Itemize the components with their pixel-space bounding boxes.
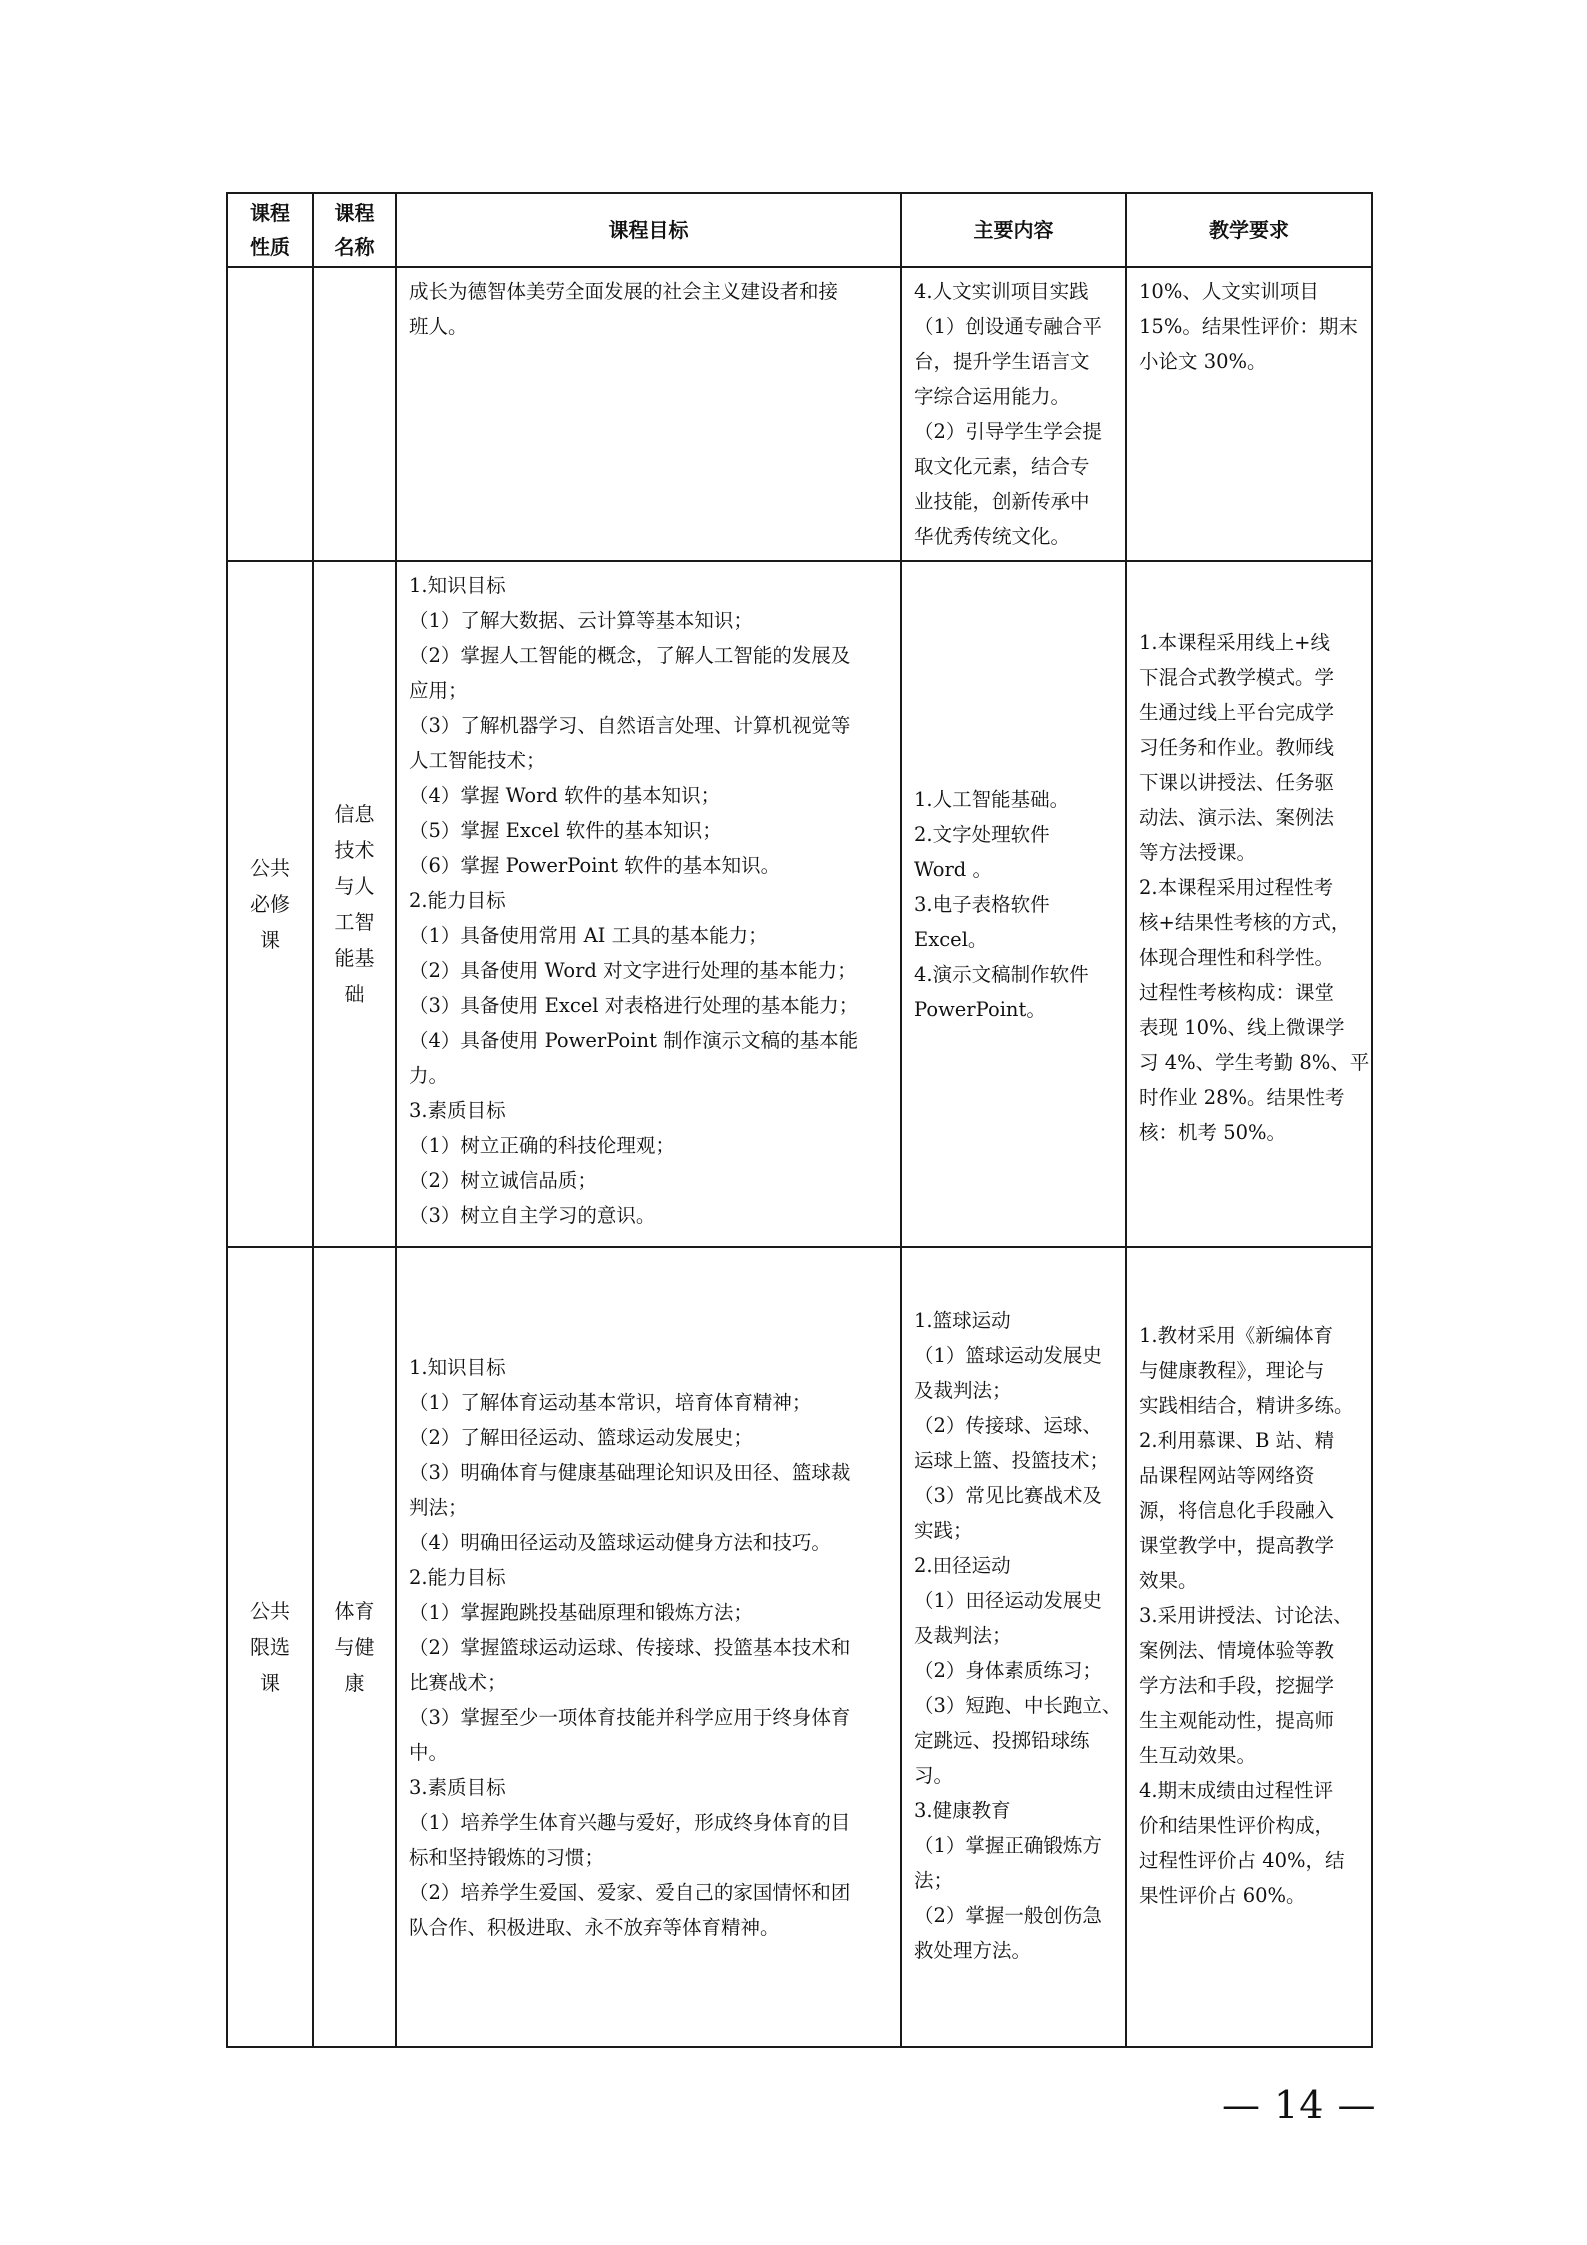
cell-text-line: 台，提升学生语言文 [914, 350, 1090, 373]
course-nature-cell [227, 267, 313, 561]
cell-text-line: 能基 [334, 946, 375, 970]
cell-text-line: 2.本课程采用过程性考 [1139, 875, 1334, 899]
cell-text-line: PowerPoint。 [914, 997, 1046, 1021]
cell-text-line: 生主观能动性，提高师 [1139, 1708, 1335, 1732]
cell-text-line: （2）了解田径运动、篮球运动发展史； [409, 1425, 753, 1449]
cell-text-line: 3.素质目标 [409, 1099, 506, 1122]
cell-text-line: （3）常见比赛战术及 [914, 1483, 1102, 1507]
cell-text-line: 判法； [409, 1495, 468, 1519]
header-course-name: 课程 名称 [313, 193, 396, 267]
cell-text-line: 4.人文实训项目实践 [914, 280, 1089, 303]
main-content-cell [901, 267, 1126, 561]
cell-text-line: （3）树立自主学习的意识。 [409, 1204, 656, 1227]
cell-text-line: （4）明确田径运动及篮球运动健身方法和技巧。 [409, 1530, 831, 1554]
cell-text-line: 动法、演示法、案例法 [1139, 805, 1335, 829]
cell-text-line: （3）掌握至少一项体育技能并科学应用于终身体育 [409, 1705, 851, 1729]
cell-text-line: 课 [260, 1671, 280, 1695]
cell-text-line: 2.能力目标 [409, 889, 506, 912]
cell-text-line: 字综合运用能力。 [914, 385, 1071, 408]
cell-text-line: 工智 [334, 910, 375, 934]
header-teaching-requirements: 教学要求 [1126, 193, 1372, 267]
cell-text-line: Excel。 [914, 927, 988, 951]
teaching-requirements-cell [1126, 1247, 1372, 2047]
cell-text-line: （1）创设通专融合平 [914, 315, 1102, 338]
cell-text-line: 核+结果性考核的方式， [1139, 910, 1351, 934]
cell-text-line: 必修 [250, 892, 290, 916]
cell-text-line: 习。 [914, 1763, 954, 1787]
cell-text-line: 价和结果性评价构成， [1139, 1813, 1335, 1837]
cell-text-line: 生互动效果。 [1139, 1743, 1257, 1767]
course-goals-cell [396, 1247, 901, 2047]
teaching-requirements-cell [1126, 267, 1372, 561]
cell-text-line: 础 [344, 982, 365, 1006]
cell-text-line: 队合作、积极进取、永不放弃等体育精神。 [409, 1915, 780, 1939]
cell-text-line: （2）身体素质练习； [914, 1658, 1102, 1682]
cell-text-line: （1）培养学生体育兴趣与爱好，形成终身体育的目 [409, 1810, 851, 1834]
cell-text-line: 2.能力目标 [409, 1565, 506, 1589]
header-main-content: 主要内容 [901, 193, 1126, 267]
cell-text-line: （2）传接球、运球、 [914, 1413, 1102, 1437]
cell-text-line: 时作业 28%。结果性考 [1139, 1085, 1345, 1109]
cell-text-line: 取文化元素，结合专 [914, 455, 1090, 478]
cell-text-line: 1.知识目标 [409, 574, 506, 597]
course-nature-cell [227, 1247, 313, 2047]
cell-text-line: （3）短跑、中长跑立、 [914, 1693, 1122, 1717]
cell-text-line: 生通过线上平台完成学 [1139, 700, 1335, 724]
cell-text-line: 及裁判法； [914, 1623, 1012, 1647]
cell-text-line: 案例法、情境体验等教 [1139, 1638, 1335, 1662]
cell-text-line: Word 。 [914, 857, 992, 881]
cell-text-line: 公共 [250, 856, 290, 880]
cell-text-line: 1.人工智能基础。 [914, 787, 1070, 811]
cell-text-line: 1.教材采用《新编体育 [1139, 1323, 1334, 1347]
cell-text-line: 华优秀传统文化。 [914, 525, 1071, 548]
cell-text-line: 实践相结合，精讲多练。 [1139, 1393, 1354, 1417]
cell-text-line: 体现合理性和科学性。 [1139, 945, 1335, 969]
cell-text-line: 1.本课程采用线上+线 [1139, 630, 1330, 654]
cell-text-line: 1.知识目标 [409, 1355, 506, 1379]
cell-text-line: 15%。结果性评价：期末 [1139, 315, 1358, 338]
cell-text-line: 2.文字处理软件 [914, 822, 1050, 846]
cell-text-line: （2）培养学生爱国、爱家、爱自己的家国情怀和团 [409, 1880, 851, 1904]
cell-text-line: （1）掌握跑跳投基础原理和锻炼方法； [409, 1600, 753, 1624]
cell-text-line: 效果。 [1139, 1568, 1198, 1592]
cell-text-line: 公共 [250, 1599, 290, 1623]
cell-text-line: 与健 [334, 1635, 375, 1659]
main-content-cell [901, 1247, 1126, 2047]
cell-text-line: 习任务和作业。教师线 [1139, 735, 1335, 759]
cell-text-line: 业技能，创新传承中 [914, 490, 1090, 513]
cell-text-line: 体育 [334, 1599, 375, 1623]
cell-text-line: 果性评价占 60%。 [1139, 1883, 1306, 1907]
cell-text-line: （3）了解机器学习、自然语言处理、计算机视觉等 [409, 714, 851, 737]
cell-text-line: （6）掌握 PowerPoint 软件的基本知识。 [409, 854, 781, 877]
cell-text-line: 下混合式教学模式。学 [1139, 665, 1335, 689]
cell-text-line: （2）树立诚信品质； [409, 1169, 597, 1192]
cell-text-line: 定跳远、投掷铅球练 [914, 1728, 1090, 1752]
cell-text-line: 实践； [914, 1518, 973, 1542]
cell-text-line: （3）具备使用 Excel 对表格进行处理的基本能力； [409, 994, 859, 1017]
cell-text-line: （2）掌握人工智能的概念，了解人工智能的发展及 [409, 644, 851, 667]
cell-text-line: （2）掌握篮球运动运球、传接球、投篮基本技术和 [409, 1635, 851, 1659]
cell-text-line: 1.篮球运动 [914, 1308, 1011, 1332]
cell-text-line: 应用； [409, 679, 468, 702]
course-goals-cell [396, 561, 901, 1247]
course-table [226, 192, 1373, 2048]
header-course-goals: 课程目标 [396, 193, 901, 267]
table-row [227, 561, 1372, 1247]
course-goals-cell [396, 267, 901, 561]
cell-text-line: 过程性评价占 40%，结 [1139, 1848, 1345, 1872]
course-name-cell [313, 267, 396, 561]
cell-text-line: （2）掌握一般创伤急 [914, 1903, 1102, 1927]
page-number: — 14 — [1222, 2083, 1377, 2127]
cell-text-line: 习 4%、学生考勤 8%、平 [1139, 1050, 1370, 1074]
cell-text-line: 课 [260, 928, 280, 952]
cell-text-line: 救处理方法。 [914, 1938, 1032, 1962]
table-row [227, 267, 1372, 561]
cell-text-line: 人工智能技术； [409, 749, 546, 772]
cell-text-line: （3）明确体育与健康基础理论知识及田径、篮球裁 [409, 1460, 851, 1484]
cell-text-line: （1）了解大数据、云计算等基本知识； [409, 609, 753, 632]
cell-text-line: （4）掌握 Word 软件的基本知识； [409, 784, 721, 807]
cell-text-line: 小论文 30%。 [1139, 350, 1267, 373]
cell-text-line: 比赛战术； [409, 1670, 507, 1694]
course-name-cell [313, 1247, 396, 2047]
cell-text-line: 中。 [409, 1740, 449, 1764]
cell-text-line: 运球上篮、投篮技术； [914, 1448, 1110, 1472]
course-name-cell [313, 561, 396, 1247]
cell-text-line: 过程性考核构成：课堂 [1139, 980, 1335, 1004]
cell-text-line: 源，将信息化手段融入 [1139, 1498, 1335, 1522]
cell-text-line: （5）掌握 Excel 软件的基本知识； [409, 819, 722, 842]
teaching-requirements-cell [1126, 561, 1372, 1247]
cell-text-line: （1）具备使用常用 AI 工具的基本能力； [409, 924, 768, 947]
cell-text-line: （1）树立正确的科技伦理观； [409, 1134, 675, 1157]
cell-text-line: 信息 [334, 802, 375, 826]
cell-text-line: 等方法授课。 [1139, 840, 1257, 864]
course-nature-cell [227, 561, 313, 1247]
main-content-cell [901, 561, 1126, 1247]
cell-text-line: 法； [914, 1868, 954, 1892]
cell-text-line: （2）引导学生学会提 [914, 420, 1102, 443]
header-course-nature: 课程 性质 [227, 193, 313, 267]
cell-text-line: （1）田径运动发展史 [914, 1588, 1102, 1612]
cell-text-line: 学方法和手段，挖掘学 [1139, 1673, 1335, 1697]
cell-text-line: 成长为德智体美劳全面发展的社会主义建设者和接 [409, 280, 839, 303]
cell-text-line: 与健康教程》，理论与 [1139, 1358, 1325, 1382]
cell-text-line: 及裁判法； [914, 1378, 1012, 1402]
cell-text-line: 课堂教学中，提高教学 [1139, 1533, 1335, 1557]
cell-text-line: 标和坚持锻炼的习惯； [409, 1845, 605, 1869]
cell-text-line: 力。 [409, 1064, 449, 1087]
cell-text-line: 4.演示文稿制作软件 [914, 962, 1089, 986]
cell-text-line: 2.利用慕课、B 站、精 [1139, 1428, 1335, 1452]
cell-text-line: 3.素质目标 [409, 1775, 506, 1799]
cell-text-line: 技术 [334, 838, 375, 862]
cell-text-line: 3.健康教育 [914, 1798, 1011, 1822]
cell-text-line: 2.田径运动 [914, 1553, 1011, 1577]
table-row [227, 1247, 1372, 2047]
cell-text-line: 康 [344, 1671, 365, 1695]
cell-text-line: 与人 [334, 874, 375, 898]
cell-text-line: 3.采用讲授法、讨论法、 [1139, 1603, 1353, 1627]
cell-text-line: （4）具备使用 PowerPoint 制作演示文稿的基本能 [409, 1029, 859, 1052]
cell-text-line: 限选 [250, 1635, 290, 1659]
cell-text-line: 表现 10%、线上微课学 [1139, 1015, 1345, 1039]
cell-text-line: 班人。 [409, 315, 468, 338]
cell-text-line: 下课以讲授法、任务驱 [1139, 770, 1335, 794]
cell-text-line: 品课程网站等网络资 [1139, 1463, 1315, 1487]
cell-text-line: 核：机考 50%。 [1139, 1120, 1287, 1144]
cell-text-line: 3.电子表格软件 [914, 892, 1050, 916]
cell-text-line: 10%、人文实训项目 [1139, 280, 1319, 303]
cell-text-line: （2）具备使用 Word 对文字进行处理的基本能力； [409, 959, 857, 982]
header-row [227, 193, 1372, 267]
cell-text-line: （1）掌握正确锻炼方 [914, 1833, 1102, 1857]
cell-text-line: 4.期末成绩由过程性评 [1139, 1778, 1334, 1802]
cell-text-line: （1）了解体育运动基本常识，培育体育精神； [409, 1390, 812, 1414]
cell-text-line: （1）篮球运动发展史 [914, 1343, 1102, 1367]
